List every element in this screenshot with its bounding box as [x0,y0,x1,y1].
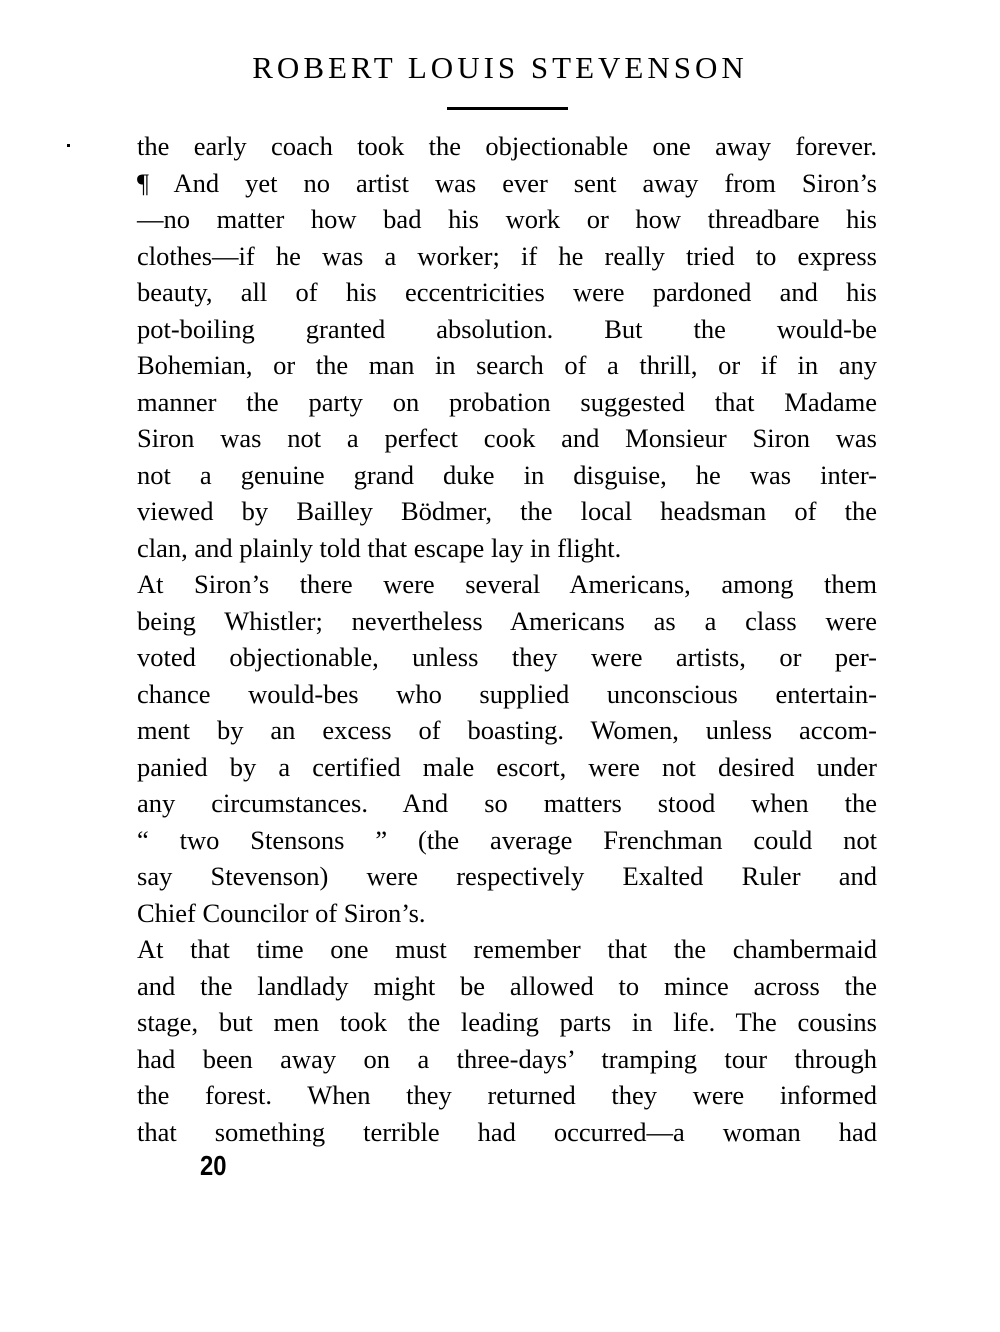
text-line: any circumstances. And so matters stood when the [137,788,877,818]
text-line: Siron was not a perfect cook and Monsieur Siron was [137,423,877,453]
text-line: stage, but men took the leading parts in life. The cousins [137,1007,877,1037]
text-line: clan, and plainly told that escape lay in flight. [137,532,622,563]
text-line: viewed by Bailley Bödmer, the local headsman of the [137,496,877,526]
text-line: being Whistler; nevertheless Americans as a class were [137,605,877,636]
text-line: ¶ And yet no artist was ever sent away from Siron’s [137,167,877,198]
text-line: say Stevenson) were respectively Exalted Ruler and [137,861,877,891]
text-line: had been away on a three-days’ tramping tour through [137,1043,877,1074]
text-line: the forest. When they returned they were informed [137,1080,877,1110]
text-line: Bohemian, or the man in search of a thrill, or if in any [137,350,877,380]
text-line: the early coach took the objectionable one away forever. [137,131,877,161]
text-line: At Siron’s there were several Americans, among them [137,569,877,599]
text-line: ment by an excess of boasting. Women, unless accom- [137,715,877,745]
text-line: manner the party on probation suggested that Madame [137,386,877,417]
running-header: ROBERT LOUIS STEVENSON [252,50,748,85]
body-text [137,128,877,1150]
text-line: pot-boiling granted absolution. But the would-be [137,313,877,344]
text-line: not a genuine grand duke in disguise, he was inter- [137,459,877,490]
margin-mark [67,144,70,147]
header-rule [447,107,568,110]
text-line: clothes—if he was a worker; if he really tried to express [137,240,877,271]
text-line: voted objectionable, unless they were artists, or per- [137,642,877,672]
text-line: —no matter how bad his work or how threadbare his [137,204,877,234]
text-line: chance would-bes who supplied unconscious entertain- [137,678,877,709]
text-line: that something terrible had occurred—a woman had [137,1116,877,1147]
text-line: and the landlady might be allowed to mince across the [137,970,877,1001]
text-line: At that time one must remember that the chambermaid [137,934,877,964]
text-line: panied by a certified male escort, were not desired under [137,751,877,782]
text-line: Chief Councilor of Siron’s. [137,897,426,928]
text-line: “ two Stensons ” (the average Frenchman could not [137,824,877,855]
text-line: beauty, all of his eccentricities were pardoned and his [137,277,877,307]
page-number: 20 [200,1150,227,1181]
